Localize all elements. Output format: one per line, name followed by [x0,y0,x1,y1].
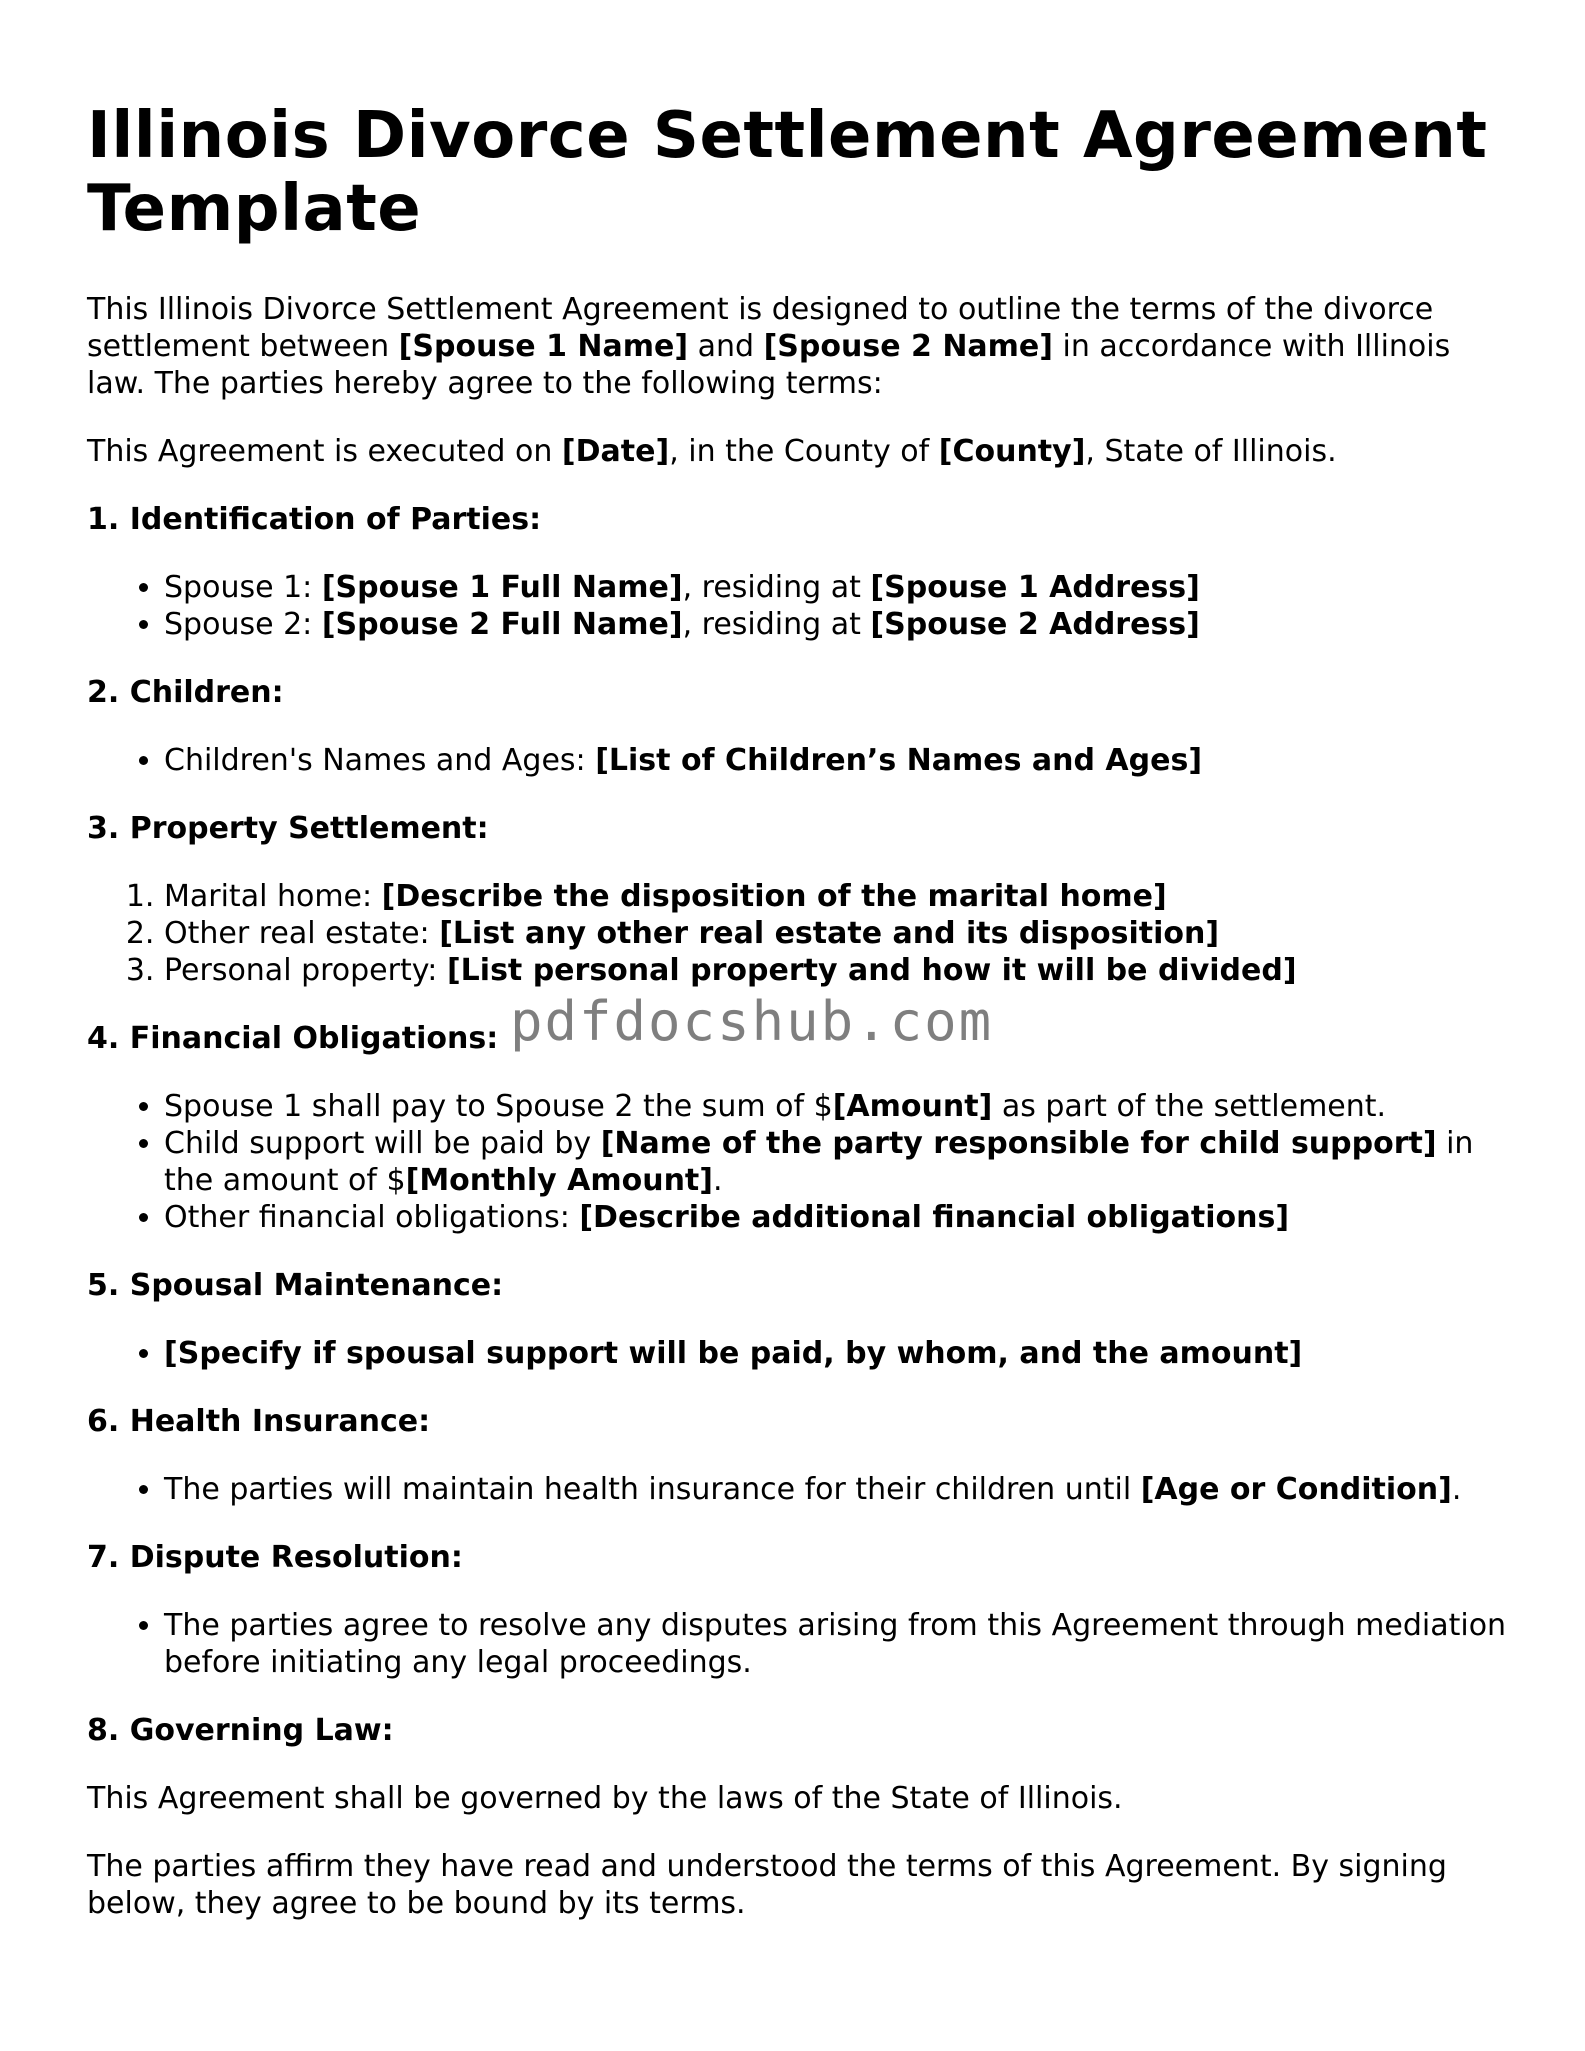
list-item: • The parties agree to resolve any disputes arising from this Agreement through mediation before initiating any legal proceedings. [164,1607,1507,1681]
other-obligations-label: Other financial obligations: [164,1200,580,1235]
spouse-2-label: Spouse 2: [164,607,322,642]
list-item [164,1199,1507,1236]
other-obligations-placeholder: [Describe additional financial obligations] [579,1200,1290,1235]
residing-text: , residing at [682,570,871,605]
governing-law-paragraph: This Agreement shall be governed by the laws of the State of Illinois. [87,1781,1123,1816]
section-7-heading: 7. Dispute Resolution: [87,1540,463,1575]
personal-property-placeholder: [List personal property and how it will be divided] [446,953,1297,988]
child-support-party-placeholder: [Name of the party responsible for child support] [600,1126,1437,1161]
list-item [164,742,1507,779]
list-item [164,878,1507,915]
marital-home-placeholder: [Describe the disposition of the marital home] [381,879,1167,914]
children-placeholder: [List of Children’s Names and Ages] [595,743,1203,778]
closing-paragraph: The parties affirm they have read and understood the terms of this Agreement. By signing below, they agree to be bound by its terms. [87,1849,1447,1921]
list-item [164,1471,1507,1508]
list-item [164,1088,1507,1125]
age-condition-placeholder: [Age or Condition] [1140,1472,1452,1507]
date-placeholder: [Date] [561,434,670,469]
intro-paragraph [87,291,1507,402]
section-2-heading: 2. Children: [87,675,284,710]
spouse-1-address-placeholder: [Spouse 1 Address] [870,570,1200,605]
executed-text-2: , in the County of [669,434,939,469]
executed-text-3: , State of Illinois. [1085,434,1337,469]
list-item [164,952,1507,989]
list-item [164,1125,1507,1199]
property-list [87,878,1507,989]
child-support-text-3: . [712,1163,723,1198]
spouse-2-address-placeholder: [Spouse 2 Address] [870,607,1200,642]
list-item [164,915,1507,952]
residing-text: , residing at [682,607,871,642]
parties-list [87,569,1507,643]
child-support-text-2: in the amount of $ [164,1126,1474,1198]
real-estate-placeholder: [List any other real estate and its disposition] [439,916,1220,951]
spousal-maintenance-list [87,1335,1507,1372]
spousal-support-placeholder: [Specify if spousal support will be paid, by whom, and the amount] [164,1336,1303,1371]
monthly-amount-placeholder: [Monthly Amount] [405,1163,713,1198]
list-item [164,569,1507,606]
watermark-text: pdfdocshub.com [510,990,994,1053]
spouse-1-label: Spouse 1: [164,570,322,605]
children-label: Children's Names and Ages: [164,743,596,778]
payment-text-1: Spouse 1 shall pay to Spouse 2 the sum of $ [164,1089,833,1124]
list-item [164,1335,1507,1372]
list-item [164,606,1507,643]
spouse-1-name-placeholder: [Spouse 1 Name] [398,329,689,364]
county-placeholder: [County] [938,434,1086,469]
section-5-heading: 5. Spousal Maintenance: [87,1268,504,1303]
section-6-heading: 6. Health Insurance: [87,1404,431,1439]
health-insurance-list [87,1471,1507,1508]
personal-property-label: Personal property: [164,953,447,988]
real-estate-label: Other real estate: [164,916,440,951]
health-insurance-text-2: . [1451,1472,1462,1507]
amount-placeholder: [Amount] [832,1089,993,1124]
intro-text-2: and [688,329,764,364]
spouse-2-name-placeholder: [Spouse 2 Name] [763,329,1053,364]
intro-text-1: This Illinois Divorce Settlement Agreement is designed to outline the terms of the divorce settlement between [87,292,1434,364]
executed-text-1: This Agreement is executed on [87,434,562,469]
spouse-2-full-name-placeholder: [Spouse 2 Full Name] [321,607,683,642]
spouse-1-full-name-placeholder: [Spouse 1 Full Name] [321,570,683,605]
children-list [87,742,1507,779]
section-3-heading: 3. Property Settlement: [87,811,489,846]
financial-list [87,1088,1507,1236]
dispute-resolution-list [87,1607,1507,1681]
executed-paragraph [87,433,1507,470]
payment-text-2: as part of the settlement. [992,1089,1387,1124]
health-insurance-text-1: The parties will maintain health insurance for their children until [164,1472,1141,1507]
section-1-heading: 1. Identification of Parties: [87,502,542,537]
document-title: Illinois Divorce Settlement Agreement Template [87,99,1488,246]
child-support-text-1: Child support will be paid by [164,1126,601,1161]
intro-text-3: in accordance with Illinois law. The parties hereby agree to the following terms: [87,329,1451,401]
section-4-heading: 4. Financial Obligations: [87,1021,499,1056]
marital-home-label: Marital home: [164,879,382,914]
section-8-heading: 8. Governing Law: [87,1713,394,1748]
